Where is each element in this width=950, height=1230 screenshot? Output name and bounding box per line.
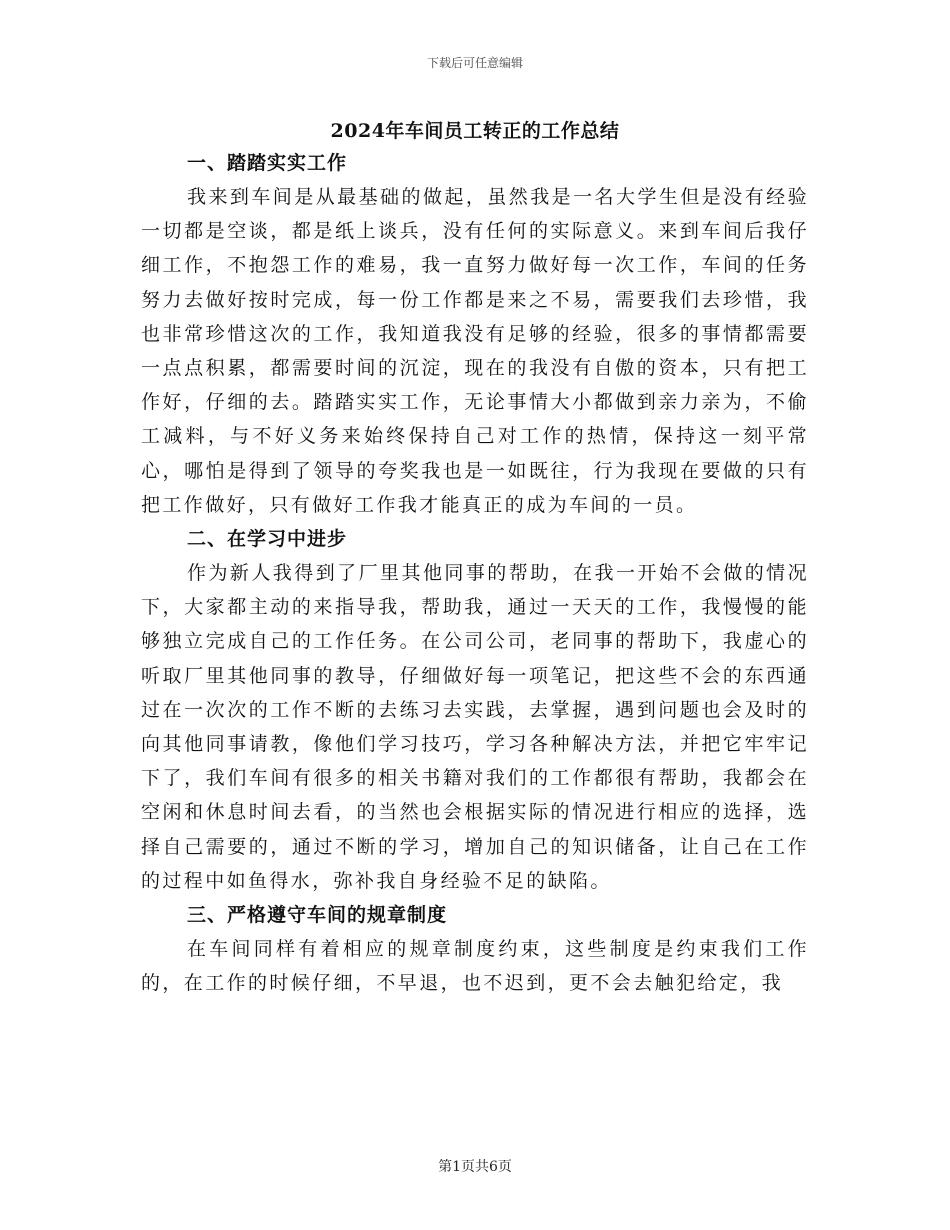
section-heading: 一、踏踏实实工作 [187, 152, 348, 174]
section-heading: 三、严格遵守车间的规章制度 [187, 904, 448, 927]
section-2 [141, 522, 809, 898]
document-title: 2024年车间员工转正的工作总结 [330, 120, 620, 142]
section-paragraph: 作为新人我得到了厂里其他同事的帮助，在我一开始不会做的情况下，大家都主动的来指导我，帮助我，通过一天天的工作，我慢慢的能够独立完成自己的工作任务。在公司公司，老同事的帮助下，我虚心的听取厂里其他同事的教导，仔细做好每一项笔记，把这些不会的东西通过在一次次的工作不断的去练习去实践，去掌握，遇到问题也会及时的向其他同事请教，像他们学习技巧，学习各种解决方法，并把它牢牢记下了，我们车间有很多的相关书籍对我们的工作都很有帮助，我都会在空闲和休息时间去看，的当然也会根据实际的情况进行相应的选择，选择自己需要的，通过不断的学习，增加自己的知识储备，让自己在工作的过程中如鱼得水，弥补我自身经验不足的缺陷。 [141, 562, 809, 892]
section-paragraph: 我来到车间是从最基础的做起，虽然我是一名大学生但是没有经验一切都是空谈，都是纸上谈兵，没有任何的实际意义。来到车间后我仔细工作，不抱怨工作的难易，我一直努力做好每一次工作，车间的任务努力去做好按时完成，每一份工作都是来之不易，需要我们去珍惜，我也非常珍惜这次的工作，我知道我没有足够的经验，很多的事情都需要一点点积累，都需要时间的沉淀，现在的我没有自傲的资本，只有把工作好，仔细的去。踏踏实实工作，无论事情大小都做到亲力亲为，不偷工减料，与不好义务来始终保持自己对工作的热情，保持这一刻平常心，哪怕是得到了领导的夸奖我也是一如既往，行为我现在要做的只有把工作做好，只有做好工作我才能真正的成为车间的一员。 [141, 186, 809, 516]
section-heading: 二、在学习中进步 [187, 528, 348, 551]
section-1 [141, 146, 809, 522]
section-paragraph: 在车间同样有着相应的规章制度约束，这些制度是约束我们工作的，在工作的时候仔细，不早退，也不迟到，更不会去触犯给定，我 [141, 938, 809, 995]
header-note: 下载后可任意编辑 [426, 56, 523, 70]
document-body [141, 146, 809, 1000]
section-3 [141, 898, 809, 1000]
page-number: 第1页共6页 [438, 1159, 512, 1175]
